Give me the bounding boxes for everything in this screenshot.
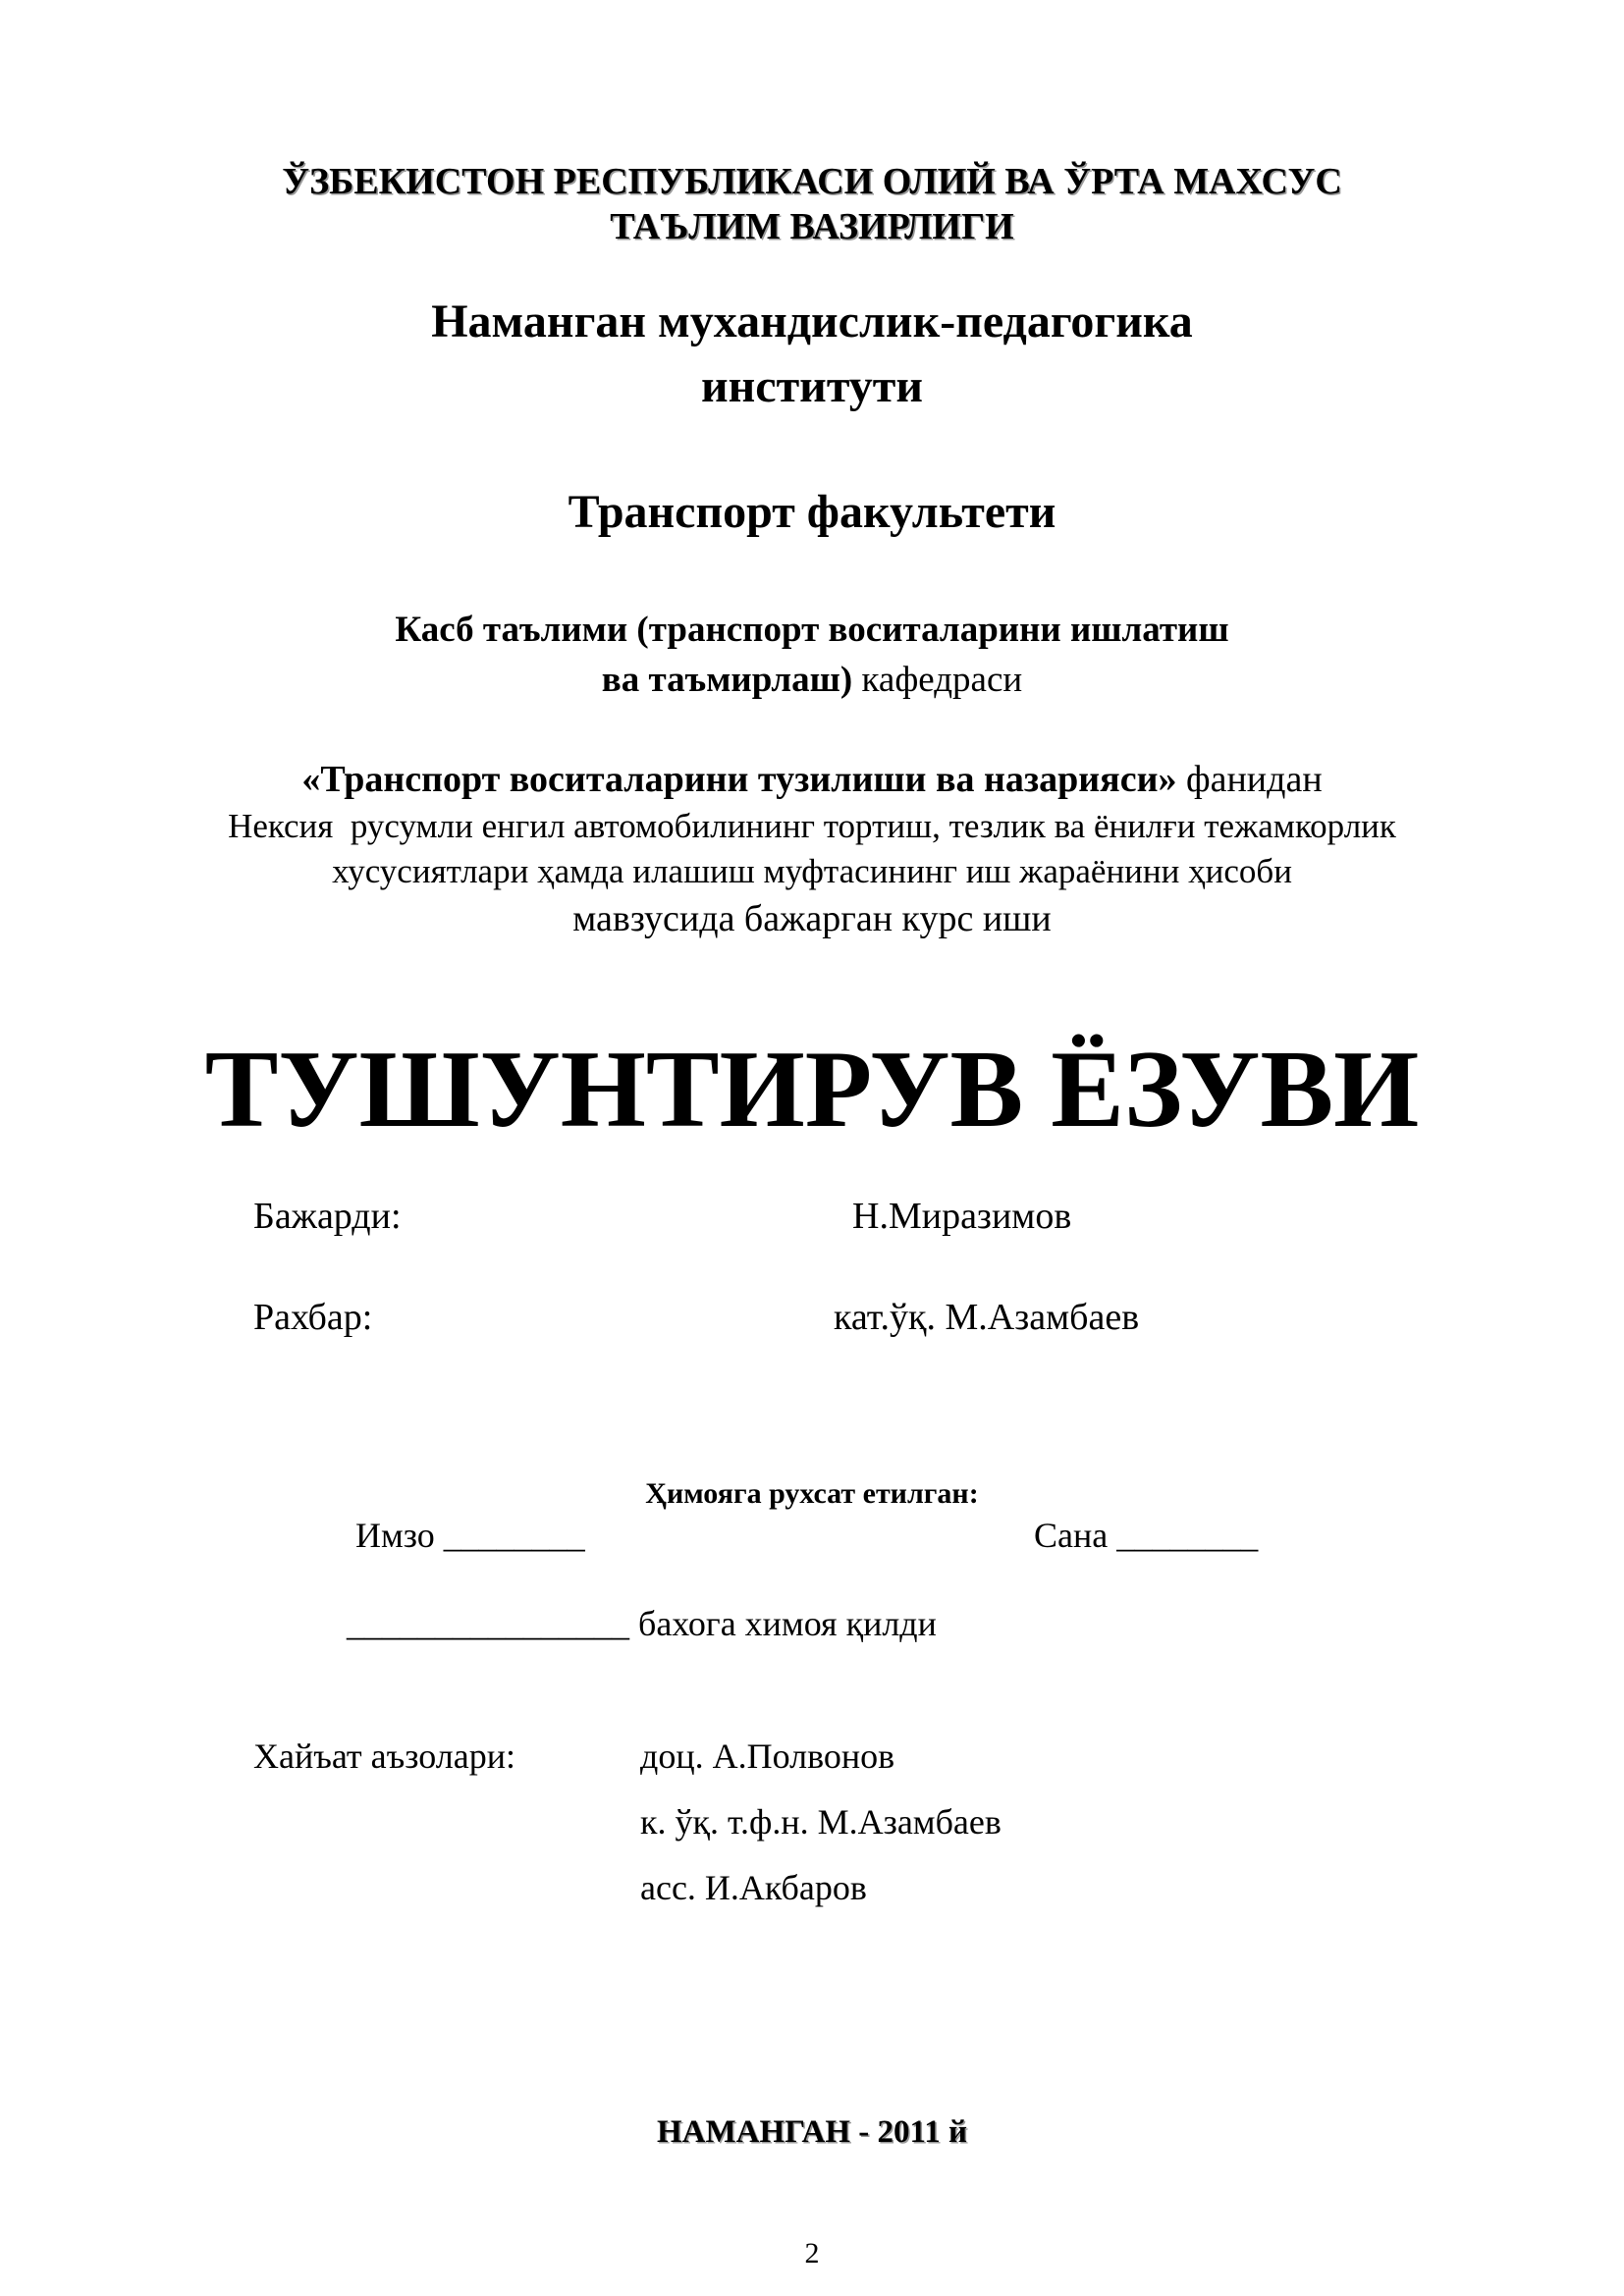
committee-member: к. ўқ. т.ф.н. М.Азамбаев	[640, 1802, 1001, 1842]
ministry-line-1: ЎЗБЕКИСТОН РЕСПУБЛИКАСИ ОЛИЙ ВА ЎРТА МАХСУС	[282, 161, 1342, 202]
topic-line-1: Нексия русумли енгил автомобилининг тортиш, тезлик ва ёнилғи тежамкорлик	[228, 807, 1396, 845]
topic-line-2: хусусиятлари ҳамда илашиш муфтасининг иш жараёнини ҳисоби	[332, 852, 1292, 890]
faculty-name: Транспорт факультети	[568, 486, 1056, 538]
department-line-2	[0, 655, 1624, 706]
signature-field: Имзо ________	[355, 1516, 585, 1555]
date-field: Сана ________	[1034, 1516, 1259, 1555]
subject-suffix: фанидан	[1176, 759, 1323, 800]
supervisor-name: кат.ўқ. М.Азамбаев	[834, 1297, 1140, 1338]
committee-member: асс. И.Акбаров	[640, 1868, 867, 1907]
document-title: ТУШУНТИРУВ ЁЗУВИ	[204, 1029, 1420, 1150]
topic-line-3: мавзусида бажарган курс иши	[572, 898, 1052, 939]
performed-name: Н.Миразимов	[852, 1196, 1072, 1237]
department-line-2-rest: кафедраси	[852, 660, 1023, 700]
ministry-line-2: ТАЪЛИМ ВАЗИРЛИГИ	[610, 206, 1014, 247]
grade-line: ________________ бахога химоя қилди	[347, 1604, 937, 1643]
institute-line-2: институти	[700, 360, 924, 412]
performed-label: Бажарди:	[253, 1196, 402, 1237]
committee-label: Хайъат аъзолари:	[253, 1736, 515, 1776]
institute-line-1: Наманган мухандислик-педагогика	[431, 295, 1193, 347]
subject-name: «Транспорт воситаларини тузилиши ва назарияси»	[301, 759, 1177, 800]
approval-heading: Ҳимояга рухсат етилган:	[645, 1477, 979, 1510]
department-line-1	[0, 605, 1624, 656]
supervisor-label: Рахбар:	[253, 1297, 373, 1338]
department-line-1-text: Касб таълими (транспорт воситаларини ишлатиш	[395, 610, 1229, 650]
department-line-2-bold: ва таъмирлаш)	[601, 660, 853, 700]
subject-line	[0, 755, 1624, 804]
page-number: 2	[804, 2237, 820, 2269]
city-year: НАМАНГАН - 2011 й	[657, 2114, 967, 2150]
committee-member: доц. А.Полвонов	[640, 1736, 895, 1776]
